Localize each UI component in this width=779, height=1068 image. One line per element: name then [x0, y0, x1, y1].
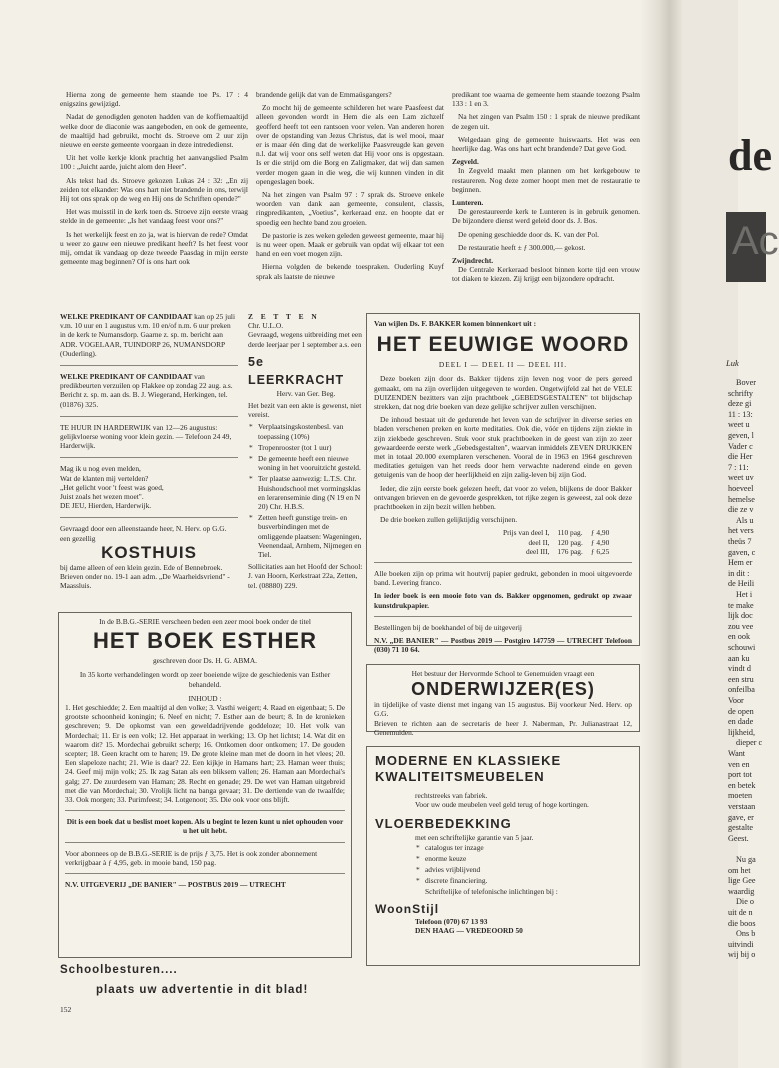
facing-text-line: Nu ga	[736, 855, 756, 864]
ad-text: Het bezit van een akte is gewenst, niet vereist.	[248, 401, 362, 420]
classified-ads-left	[60, 312, 238, 597]
ad-het-eeuwige-woord	[366, 313, 640, 655]
price-pages: 110 pag.	[557, 528, 583, 538]
facing-text-line: verstaan	[728, 802, 756, 811]
facing-text-line: uitvindi	[728, 939, 754, 949]
ad-phone: Telefoon (070) 67 13 93	[415, 916, 488, 926]
verse-line: Wat de klanten mij vertelden?	[60, 473, 149, 483]
ad-note: Dit is een boek dat u beslist moet kopen. Als u begint te lezen kunt u niet ophouden voor u het uit hebt.	[66, 817, 344, 836]
verse-line: Mag ik u nog even melden,	[60, 464, 141, 474]
price-table	[499, 528, 613, 556]
ad-kosthuis-title: KOSTHUIS	[101, 542, 197, 562]
facing-text-line: de open	[728, 706, 754, 716]
facing-text-line: Ons b	[736, 929, 756, 939]
price-row	[499, 538, 613, 547]
list-item: * Tropenrooster (tot 1 uur)	[258, 443, 364, 452]
ad-text: met een schriftelijke garantie van 5 jaar.	[415, 833, 534, 843]
facing-text-line: waardig	[728, 886, 755, 896]
paragraph: Deze boeken zijn door ds. Bakker tijdens zijn leven nog voor de pers gereed gemaakt, om na zijn overlijden uitgegeven te worden. Ongetwijfeld zal het de VELE DUIZENDEN bezitters van zijn prachtboek „GEBEDSGESTALTEN" tot blijdschap strekken, dat nog drie boeken van deze gelijke schrijver zullen verschijnen.	[374, 374, 632, 412]
facing-text-line: zou vee	[728, 621, 754, 631]
paragraph: Als tekst had ds. Stroeve gekozen Lukas 24 : 32: „En zij zeiden tot elkander: Was ons hart niet brandende in ons, terwijl Hij tot ons sprak op de weg en Hij ons de Schriften opende?"	[60, 175, 248, 204]
ad-kosthuis	[60, 524, 238, 590]
ad-text: in tijdelijke of vaste dienst met ingang van 15 augustus. Bij voorkeur Ned. Herv. op G.G.	[374, 700, 632, 719]
ad-description: In 35 korte verhandelingen wordt op zeer boeiende wijze de geschiedenis van Esther behandeld.	[79, 670, 331, 689]
facing-text-line: uit de n	[728, 908, 753, 917]
article-col-2	[256, 90, 444, 285]
facing-text-line: te make	[728, 600, 754, 610]
facing-text-line: Die o	[736, 897, 754, 907]
facing-text-line: en ook	[728, 632, 751, 642]
facing-text-line: geven, l	[728, 431, 754, 440]
ad-text: van predikbeurten verzuilen op Flakkee op zondag 22 aug. a.s. Bericht z. sp. m. aan ds. B. J. Wiegerand, Herkingen, tel. (01876) 325.	[60, 372, 233, 409]
meubelen-list	[415, 843, 631, 886]
section-heading-lunteren: Lunteren.	[452, 198, 484, 208]
ad-text: Schriftelijke of telefonische inlichtingen bij :	[425, 887, 558, 897]
ad-boek-esther	[58, 612, 352, 958]
page-gutter	[640, 0, 682, 1068]
page-number: 152	[60, 1005, 72, 1014]
facing-text-line: deze gi	[728, 399, 752, 409]
ad-subheading: Herv. van Ger. Beg.	[276, 388, 336, 398]
schoolbesturen-heading: Schoolbesturen....	[60, 964, 178, 976]
vloerbedekking-title: VLOERBEDEKKING	[375, 816, 512, 832]
price-value: ƒ 4,90	[590, 537, 610, 547]
ad-leerkracht	[248, 312, 364, 590]
facing-text-line: onfeilba	[728, 685, 755, 695]
ad-subheading: DEEL I — DEEL II — DEEL III.	[438, 360, 568, 370]
ad-price: Voor abonnees op de B.B.G.-SERIE is de prijs ƒ 3,75. Het is ook zonder abonnement verkrijgbaar à ƒ 4,95, geb. in mooie band, 150 pag.	[65, 848, 318, 867]
inhoud-label: INHOUD :	[188, 693, 222, 703]
facing-text-line: een stru	[728, 674, 754, 684]
paragraph: Welgedaan ging de gemeente huiswaarts. Het was een heerlijke dag. Was ons hart echt brandende? Dat geve God.	[452, 134, 640, 154]
facing-text-line: die ze v	[728, 505, 754, 515]
ad-te-huur: TE HUUR IN HARDERWIJK van 12—26 augustus: gelijkvloerse woning voor klein gezin. — Telefoon 24 49, Harderwijk.	[60, 422, 232, 451]
paragraph: De opening geschiedde door ds. K. van der Pol.	[458, 229, 600, 239]
leerkracht-list	[248, 422, 364, 559]
facing-text-line: en dade	[728, 717, 754, 727]
facing-text-line: hemelse	[728, 494, 755, 504]
facing-text-line: gave, er	[728, 812, 754, 822]
divider	[374, 616, 632, 617]
ad-text: Brieven te richten aan de secretaris de heer J. Naberman, Pr. Julianastraat 12, Genemuiden.	[374, 718, 632, 737]
paragraph: Nadat de genodigden genoten hadden van de koffiemaaltijd welke door de diaconie was aangeboden, en ook de gemeente, de maaltijd had gebruikt, mocht ds. Stroeve om 2 uur zijn nieuwe en eerste gemeente voorgaan in deze intrededienst.	[60, 112, 248, 150]
facing-reference: Luk	[726, 358, 739, 368]
paragraph: Bestellingen bij de boekhandel of bij de uitgeverij	[374, 622, 522, 632]
divider	[65, 873, 345, 874]
facing-text-line: Bover	[736, 378, 757, 387]
facing-text-line: wij bij o	[728, 950, 756, 960]
paragraph: Alle boeken zijn op prima wit houtvrij papier gedrukt, gebonden in mooi uitgevoerde band. Levering franco.	[374, 569, 632, 588]
ad-heading: WELKE PREDIKANT OF CANDIDAAT	[60, 312, 193, 321]
ad-heading: Z E T T E N	[248, 312, 320, 321]
facing-text-line: theüs 7	[728, 537, 752, 546]
ad-publisher: N.V. UITGEVERIJ „DE BANIER" — POSTBUS 2019 — UTRECHT	[65, 880, 286, 890]
facing-text-line: het vers	[728, 526, 754, 536]
facing-text-line: de Heili	[728, 579, 755, 589]
price-pages: 176 pag.	[557, 546, 583, 556]
divider	[60, 457, 238, 458]
divider	[65, 842, 345, 843]
price-label: Prijs van deel I,	[503, 528, 550, 538]
facing-text-line: Voor	[728, 696, 744, 705]
ad-text: bij dame alleen of een klein gezin. Ede of Bennebroek. Brieven onder no. 19-1 aan adm. „De Waarheidsvriend" - Maassluis.	[60, 562, 230, 591]
facing-text-line: lijk doc	[728, 611, 753, 621]
ad-onderwijzer	[366, 664, 640, 737]
facing-text-line: Vader c	[728, 441, 753, 451]
schoolbesturen-sub: plaats uw advertentie in dit blad!	[96, 984, 309, 996]
paragraph: Uit het volle kerkje klonk prachtig het aanvangslied Psalm 100 : „Juicht aarde, juicht alom den Heer".	[60, 153, 248, 172]
paragraph: Is het werkelijk feest en zo ja, wat is hiervan de rede? Omdat u weer zo gauw een nieuwe predikant heeft? Is het feest voor mij, omdat ik vandaag op deze tweede Paasdag in mijn eerste gemeente mag beginnen? Of is ons hart ook	[60, 229, 248, 267]
paragraph: Na het zingen van Psalm 150 : 1 sprak de nieuwe predikant de zegen uit.	[452, 112, 640, 131]
facing-text-line: moeten	[728, 791, 753, 801]
facing-text-line: en betek	[728, 780, 756, 790]
ad-intro: Gevraagd door een alleenstaande heer, N. Herv. op G.G. een gezellig	[60, 524, 227, 543]
ad-subheading: Chr. U.L.O.	[248, 321, 284, 331]
ad-text: rechtstreeks van fabriek.	[415, 791, 488, 800]
facing-title: de	[728, 131, 772, 180]
paragraph: In Zegveld maakt men plannen om het kerkgebouw te restaureren. Nog deze zomer hoopt men met de restauratie te beginnen.	[452, 166, 640, 194]
esther-title: HET BOEK ESTHER	[92, 628, 318, 654]
price-value: ƒ 4,90	[590, 528, 610, 538]
ad-author: geschreven door Ds. H. G. ABMA.	[152, 656, 258, 666]
facing-text-line: ven en	[728, 759, 750, 769]
paragraph: predikant toe waarna de gemeente hem staande toezong Psalm 133 : 1 en 3.	[452, 90, 640, 109]
verse-line: DE JEU, Hierden, Harderwijk.	[60, 501, 152, 511]
ad-text: Gevraagd, wegens uitbreiding met een derde leerjaar per 1 september a.s. een	[248, 330, 362, 349]
facing-text-line: port tot	[728, 770, 752, 780]
facing-text-line: gestalte	[728, 823, 754, 833]
inhoud-text: 1. Het geschiedde; 2. Een maaltijd al den volke; 3. Vasthi weigert; 4. Raad en eigenbaat; 5. De grootste schoonheid koningin; 6. Neef en nicht; 7. Esther aan de beurt; 8. In de kronieken geschreven; 9. De opkomst van een geweldadrijvende goddeloze; 10. Het volk van Mordechai; 11. Er is een volk; 12. Het apparaat in werking; 13. Op het lichtst; 14. Wat dit en waarom dit? 15. Mordechai gebruikt scherp; 16. Ontkomen door ontkomen; 17. De gouden scepter; 18. Geen kracht om te haren; 19. De grote kleine man met de doorn in het vlees; 20. Een slapeloze nacht; 21. Wie is daar? 22. Een kijkje in Hamans hart; 23. Haman weer thuis; 24. Geef mij mijn volk; 25. Ik zag Satan als een bliksem vallen; 26. Haman aan Mordechai's galg; 27. De zuurdesem van Haman; 28. Recht en genade; 29. De wet van Haman uitgebreid met die van Mordechai; 30. Vrolijk licht na banga gevaar; 31. De dertiende van de twaalfde; 33. Ook morgen; 33. Purimfeest; 34. Lotgenoot; 35. Die ook voor ons blijft.	[65, 703, 345, 805]
ad-intro: In de B.B.G.-SERIE verscheen beden een zeer mooi boek onder de titel	[99, 617, 311, 626]
facing-banner-text: Ac	[732, 219, 779, 263]
facing-text-line: die Her	[728, 452, 753, 462]
list-item: * discrete financiering.	[425, 876, 631, 885]
ad-footer: Sollicitaties aan het Hoofd der School: J. van Hoorn, Kerkstraat 22a, Zetten, tel. (08880) 229.	[248, 562, 363, 590]
divider	[60, 365, 238, 366]
paragraph: De inhoud bestaat uit de gedurende het leven van de schrijver in diverse series en bladen verschenen preken en korte meditaties. Ook die, vóór en tijdens zijn ziekte in zijn ziekbede geschreven. Stuk voor stuk prachtboeken in de geest van zijn zo zeer gewaardeerde eerste werk „Gebedsgestalten", waarvan inmiddels ZEVEN DRUKKEN met in totaal 20.000 exemplaren verschenen. Vooral de in 1963 en 1964 geschreven meditaties getuigen van het reeds door hem verwachte naderend einde en geven getuigenis van de hoop der heerlijkheid en zijn zalig-leven bij zijn God.	[374, 415, 632, 480]
facing-text-line: Hem er	[728, 558, 753, 568]
list-item: * De gemeente heeft een nieuwe woning in het vooruitzicht gesteld.	[258, 454, 364, 472]
paragraph: Het was muisstil in de kerk toen ds. Stroeve zijn eerste vraag stelde in de gemeente: „Is het vandaag feest voor ons?"	[60, 207, 248, 226]
ad-predikant-flakkee	[60, 372, 238, 409]
facing-dark-banner	[726, 212, 779, 282]
paragraph: De restauratie heeft ± ƒ 300.000,— gekost.	[458, 242, 586, 252]
paragraph: De gerestaureerde kerk te Lunteren is in gebruik genomen. De bijzondere dienst werd geleid door ds. J. Bos.	[452, 207, 640, 226]
divider	[60, 517, 238, 518]
woord-title: HET EEUWIGE WOORD	[376, 333, 630, 357]
article-col-1	[60, 90, 248, 270]
list-item: * advies vrijblijvend	[425, 865, 631, 874]
facing-text-line: Als u	[736, 515, 754, 525]
facing-text-line: vindt d	[728, 664, 751, 674]
facing-text-line: die boos	[728, 918, 756, 928]
paragraph: De drie boeken zullen gelijktijdig verschijnen.	[380, 515, 518, 525]
list-item: * catalogus ter inzage	[425, 843, 631, 852]
ad-heading: WELKE PREDIKANT OF CANDIDAAT	[60, 372, 193, 382]
ad-intro: Het bestuur der Hervormde School te Genemuiden vraagt een	[411, 669, 595, 678]
ad-woonstijl	[366, 746, 640, 966]
leerkracht-title: 5e LEERKRACHT	[248, 354, 345, 387]
section-heading-zwijndrecht: Zwijndrecht.	[452, 256, 494, 266]
ad-intro: Van wijlen Ds. F. BAKKER komen binnenkort uit :	[374, 319, 537, 328]
woonstijl-brand: WoonStijl	[375, 901, 440, 916]
price-label: deel III,	[526, 546, 550, 556]
meubelen-title: MODERNE EN KLASSIEKE KWALITEITSMEUBELEN	[375, 753, 562, 784]
facing-text-line: om het	[728, 865, 751, 875]
verse-line: „Het gelicht voor 't feest was goed,	[60, 482, 164, 492]
price-value: ƒ 6,25	[590, 546, 610, 556]
facing-text-line: schouwi	[728, 643, 756, 652]
facing-text-line: aan ku	[728, 653, 750, 663]
onderwijzer-title: ONDERWIJZER(ES)	[411, 679, 595, 700]
list-item: * enorme keuze	[425, 854, 631, 863]
paragraph: Hierna zong de gemeente hem staande toe Ps. 17 : 4 enigszins gewijzigd.	[60, 90, 248, 109]
paragraph: Ieder, die zijn eerste boek gelezen heeft, dat voor zo velen, blijkens de door Bakker ontvangen brieven en de gevoerde gesprekken, tot rijke zegen is geweest, zal ook deze prachtboeken in zijn bezit willen hebben.	[374, 483, 632, 512]
paragraph: De Centrale Kerkeraad besloot binnen korte tijd een vrouw tot diaken te kiezen. Zij krijgt een bijzondere opdracht.	[452, 265, 640, 284]
divider	[65, 810, 345, 811]
ad-text: Voor uw oude meubelen veel geld terug of hoge kortingen.	[415, 800, 589, 810]
list-item: * Ter plaatse aanwezig: L.T.S. Chr. Huishoudschool met vormingsklas en lerarenseminie ding (N 19 en N 20) Chr. H.B.S.	[258, 474, 364, 511]
section-heading-zegveld: Zegveld.	[452, 157, 479, 167]
ad-predikant-numansdorp	[60, 312, 238, 358]
facing-text-line: lijkheid,	[728, 727, 756, 737]
divider	[374, 562, 632, 563]
facing-text-line: schrifty	[728, 388, 754, 398]
facing-page	[682, 0, 779, 1068]
price-label: deel II,	[528, 537, 550, 547]
facing-text-line: Het i	[736, 590, 753, 599]
ad-de-jeu	[60, 464, 238, 510]
price-row	[499, 547, 613, 556]
facing-text-line: gaven, c	[728, 547, 756, 557]
price-row	[499, 528, 613, 537]
facing-text-line: dieper c	[736, 738, 763, 748]
paragraph: Hierna volgden de bekende toespraken. Ouderling Kuyf sprak als laatste de nieuwe	[256, 262, 444, 281]
facing-text-line: weet u	[728, 420, 750, 430]
ad-text: kan op 25 juli v.m. 10 uur en 1 augustus v.m. 10 en/of n.m. 6 uur preken in de kerk te Numansdorp. Gaarne z. sp. m. bericht aan ADR. VOGELAAR, TUINDORP 26, NUMANSDORP (Ouderling).	[60, 312, 236, 358]
price-pages: 120 pag.	[557, 537, 583, 547]
divider	[60, 416, 238, 417]
facing-text-line: lige Gee	[728, 876, 756, 886]
paragraph: Na het zingen van Psalm 97 : 7 sprak ds. Stroeve enkele woorden van dank aan gemeente, consulent, classis, ringpredikanten, „Voetius", kerkeraad enz. en hoopte dat er spoedig een hechte band zou groeien.	[256, 190, 444, 227]
paragraph: Zo mocht hij de gemeente schilderen het ware Paasfeest dat alleen gevonden wordt in Hem die als een Lam zichzelf geofferd heeft tot een rantsoen voor velen. Van anderen horen over de opstanding van Jezus Christus, dat is wel mooi, maar er is maar één ding dat de werkelijke Paasvreugde kan geven n.l. dat wij voor ons self weten dat Hij voor ons is opgestaan. Is er die strijd om die Borg en Zaligmaker, dat wij dan samen verder mogen gaan in die weg, die wij kunnen vinden in dit opengeslagen boek.	[256, 103, 444, 186]
list-item: * Zetten heeft gunstige trein- en busverbindingen met de omliggende plaatsen: Wageningen, Veenendaal, Arnhem, Nijmegen en Tiel.	[258, 513, 364, 559]
facing-text-line: 7 : 11:	[728, 462, 749, 472]
facing-text-line: Geest.	[728, 833, 749, 843]
ad-address: DEN HAAG — VREDEOORD 50	[415, 925, 523, 935]
facing-text-line: Want	[728, 749, 746, 758]
facing-text-line: 11 : 13:	[728, 409, 753, 419]
facing-text-line: hoeveel	[728, 484, 754, 493]
facing-text-line: in dit :	[728, 568, 750, 578]
article-col-3	[452, 90, 640, 288]
verse-line: Juist zoals het wezen moet".	[60, 492, 144, 502]
facing-text-line: weet uv	[728, 473, 754, 483]
paragraph: In ieder boek is een mooie foto van ds. Bakker opgenomen, gedrukt op zwaar kunstdrukpapier.	[374, 591, 632, 610]
paragraph: De pastorie is zes weken geleden geweest gemeente, maar hij is nu weer open. Maak er gebruik van opdat wij elkaar tot een hand en een voet mogen zijn.	[256, 230, 444, 259]
paragraph: brandende gelijk dat van de Emmaüsgangers?	[256, 90, 392, 99]
paragraph: N.V. „DE BANIER" — Postbus 2019 — Postgiro 147759 — UTRECHT Telefoon (030) 71 10 64.	[374, 636, 632, 655]
list-item: * Verplaatsingskostenbesl. van toepassing (10%)	[258, 422, 364, 440]
